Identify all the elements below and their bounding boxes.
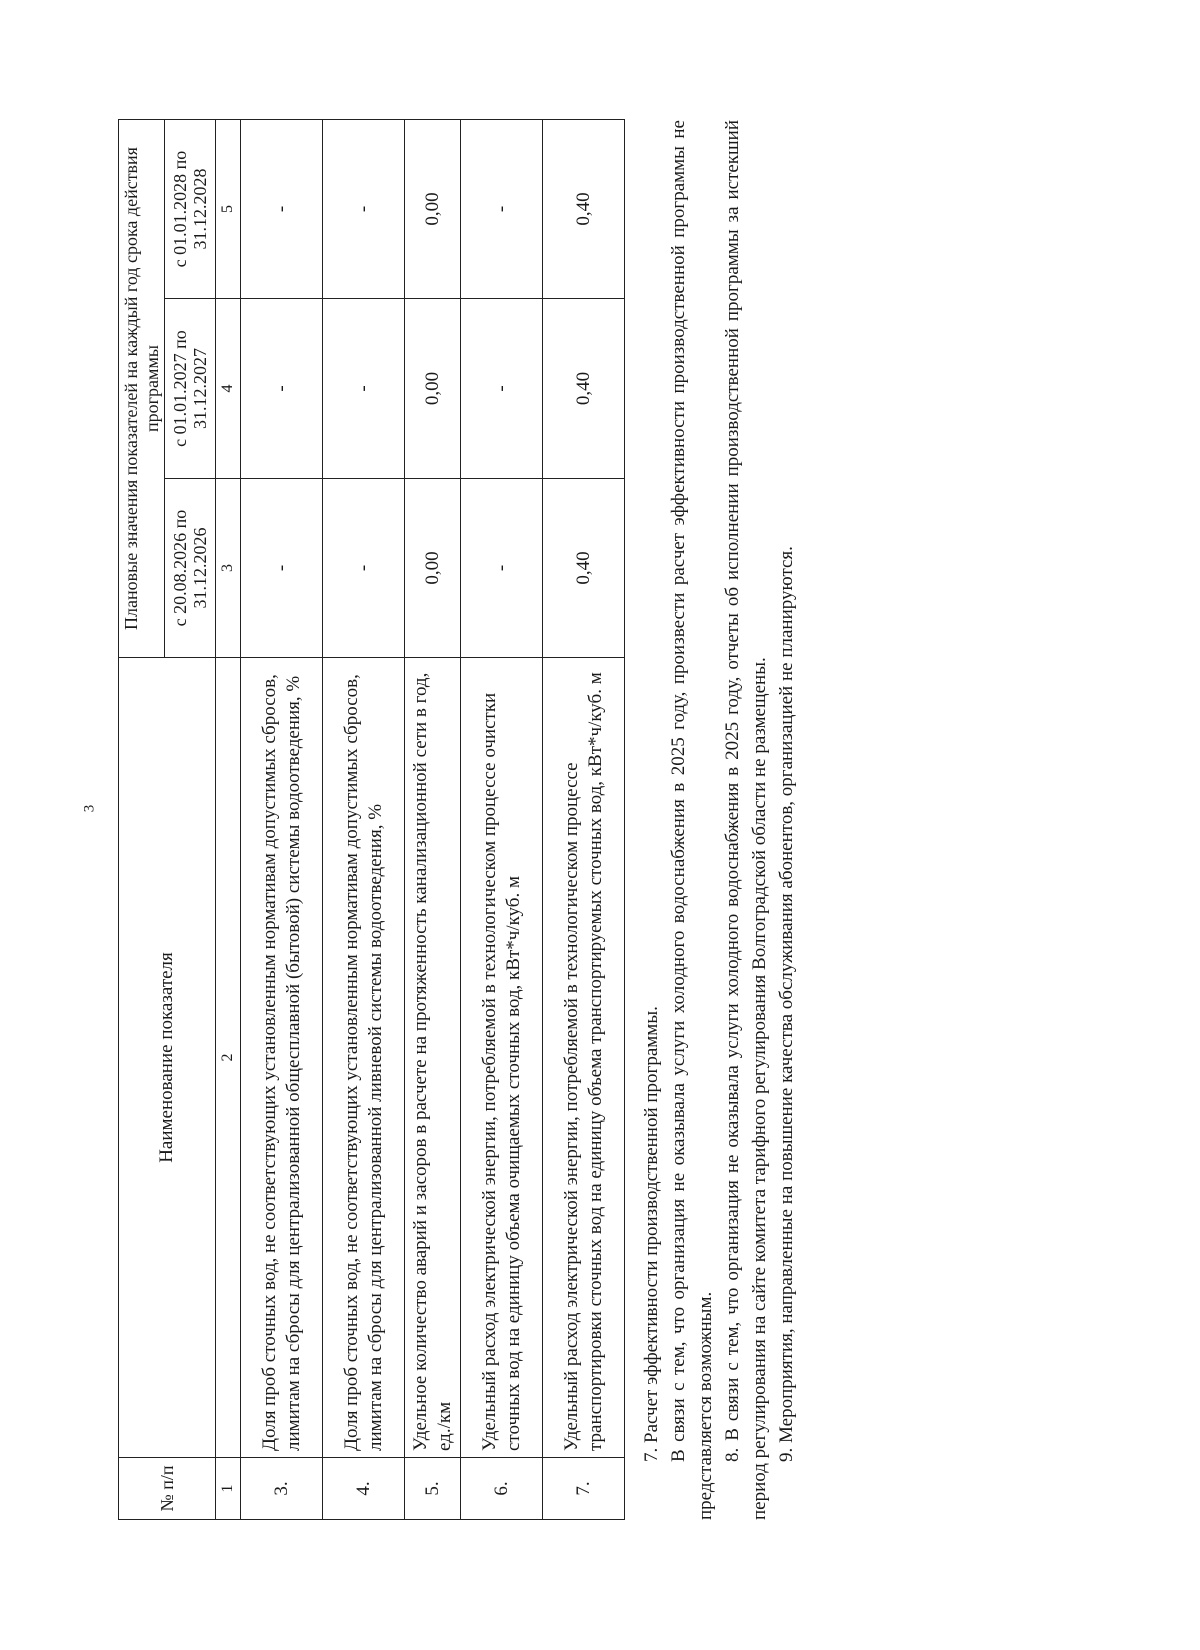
row-number: 7. [543, 1458, 625, 1520]
row-value-2027: - [241, 299, 323, 479]
row-value-2028: - [323, 120, 405, 299]
row-name: Доля проб сточных вод, не соответствующих установленным нормативам допустимых сбросов, лимитам на сбросы для централизованной ливневой системы водоотведения, % [323, 658, 405, 1458]
row-value-2026: - [323, 479, 405, 658]
section-9-text: 9. Мероприятия, направленные на повышение качества обслуживания абонентов, организацией не планируются. [776, 546, 797, 1462]
index-cell: 4 [216, 299, 241, 479]
header-period-2: с 01.01.2027 по 31.12.2027 [165, 299, 216, 479]
table-row [405, 120, 461, 1520]
header-group: Плановые значения показателей на каждый год срока действия программы [119, 120, 165, 658]
section-7-title: 7. Расчет эффективности производственной программы. [641, 1006, 662, 1462]
row-number: 6. [461, 1458, 543, 1520]
row-name: Удельный расход электрической энергии, потребляемой в технологическом процессе транспортировки сточных вод на единицу объема транспортируемых сточных вод, кВт*ч/куб. м [543, 658, 625, 1458]
table-row [241, 120, 323, 1520]
row-value-2028: 0,40 [543, 120, 625, 299]
row-value-2027: - [323, 299, 405, 479]
row-name: Удельное количество аварий и засоров в расчете на протяженность канализационной сети в год, ед./км [405, 658, 461, 1458]
index-row [216, 120, 241, 1520]
row-number: 3. [241, 1458, 323, 1520]
row-value-2027: 0,00 [405, 299, 461, 479]
row-value-2027: - [461, 299, 543, 479]
header-name: Наименование показателя [119, 658, 216, 1458]
table-header-row [119, 120, 165, 1520]
table-row [461, 120, 543, 1520]
index-cell: 1 [216, 1458, 241, 1520]
table-row [543, 120, 625, 1520]
row-value-2028: - [461, 120, 543, 299]
rotated-page-content [118, 120, 797, 1520]
row-name: Доля проб сточных вод, не соответствующих установленным нормативам допустимых сбросов, лимитам на сбросы для централизованной общесплавной (бытовой) системы водоотведения, % [241, 658, 323, 1458]
header-period-3: с 01.01.2028 по 31.12.2028 [165, 120, 216, 299]
row-number: 4. [323, 1458, 405, 1520]
row-value-2027: 0,40 [543, 299, 625, 479]
row-value-2026: 0,40 [543, 479, 625, 658]
row-value-2028: - [241, 120, 323, 299]
section-7-text: В связи с тем, что организация не оказывала услуги холодного водоснабжения в 2025 году, произвести расчет эффективности производственной программы не представляется возможным. [668, 120, 716, 1520]
row-name: Удельный расход электрической энергии, потребляемой в технологическом процессе очистки сточных вод на единицу объема очищаемых сточных вод, кВт*ч/куб. м [461, 658, 543, 1458]
index-cell: 3 [216, 479, 241, 658]
row-value-2026: - [241, 479, 323, 658]
row-number: 5. [405, 1458, 461, 1520]
table-row [323, 120, 405, 1520]
index-cell: 2 [216, 658, 241, 1458]
section-8-text: 8. В связи с тем, что организация не оказывала услуги холодного водоснабжения в 2025 году, отчеты об исполнении производственной программы за истекший период регулирования на сайте комитета тарифного регулирования Волгоградской области не размещены. [722, 120, 770, 1520]
header-period-1: с 20.08.2026 по 31.12.2026 [165, 479, 216, 658]
notes-section [638, 120, 800, 1520]
indicators-table [118, 119, 625, 1520]
row-value-2026: 0,00 [405, 479, 461, 658]
row-value-2028: 0,00 [405, 120, 461, 299]
header-num: № п/п [119, 1458, 216, 1520]
page-number: 3 [81, 804, 98, 813]
row-value-2026: - [461, 479, 543, 658]
index-cell: 5 [216, 120, 241, 299]
